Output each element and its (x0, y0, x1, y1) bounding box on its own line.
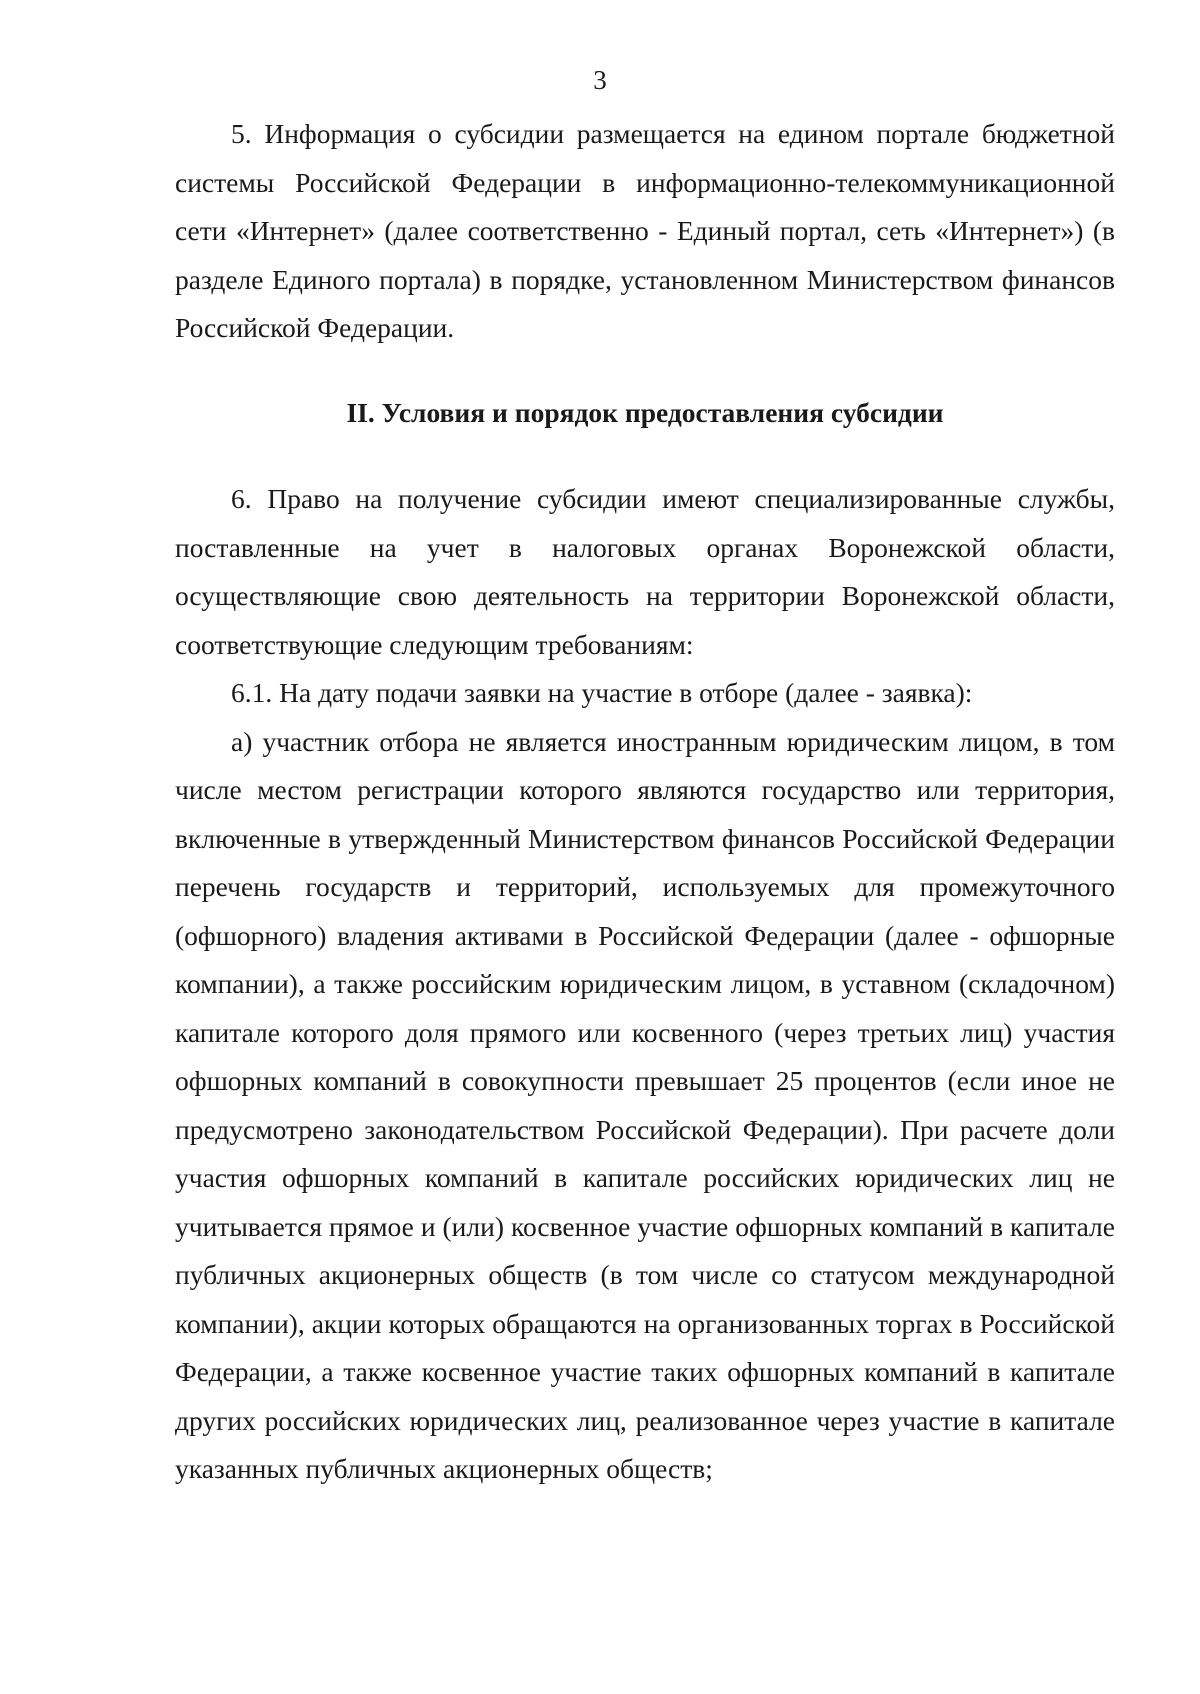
paragraph-6-1: 6.1. На дату подачи заявки на участие в отборе (далее - заявка): (231, 677, 973, 708)
document-body (175, 110, 1115, 1494)
paragraph-5: 5. Информация о субсидии размещается на едином портале бюджетной системы Российской Федерации в информационно-телекоммуникационной сети «Интернет» (далее соответственно - Единый портал, сеть «Интернет») (в разделе Единого портала) в порядке, установленном Министерством финансов Российской Федерации. (175, 118, 1115, 343)
page-number: 3 (593, 65, 607, 95)
paragraph-6-1-a: а) участник отбора не является иностранным юридическим лицом, в том числе местом регистрации которого являются государство или территория, включенные в утвержденный Министерством финансов Российской Федерации перечень государств и территорий, используемых для промежуточного (офшорного) владения активами в Российской Федерации (далее - офшорные компании), а также российским юридическим лицом, в уставном (складочном) капитале которого доля прямого или косвенного (через третьих лиц) участия офшорных компаний в совокупности превышает 25 процентов (если иное не предусмотрено законодательством Российской Федерации). При расчете доли участия офшорных компаний в капитале российских юридических лиц не учитывается прямое и (или) косвенное участие офшорных компаний в капитале публичных акционерных обществ (в том числе со статусом международной компании), акции которых обращаются на организованных торгах в Российской Федерации, а также косвенное участие таких офшорных компаний в капитале других российских юридических лиц, реализованное через участие в капитале указанных публичных акционерных обществ; (175, 725, 1115, 1484)
paragraph-6: 6. Право на получение субсидии имеют специализированные службы, поставленные на учет в налоговых органах Воронежской области, осуществляющие свою деятельность на территории Воронежской области, соответствующие следующим требованиям: (175, 483, 1115, 660)
section-heading: II. Условия и порядок предоставления субсидии (346, 396, 944, 428)
